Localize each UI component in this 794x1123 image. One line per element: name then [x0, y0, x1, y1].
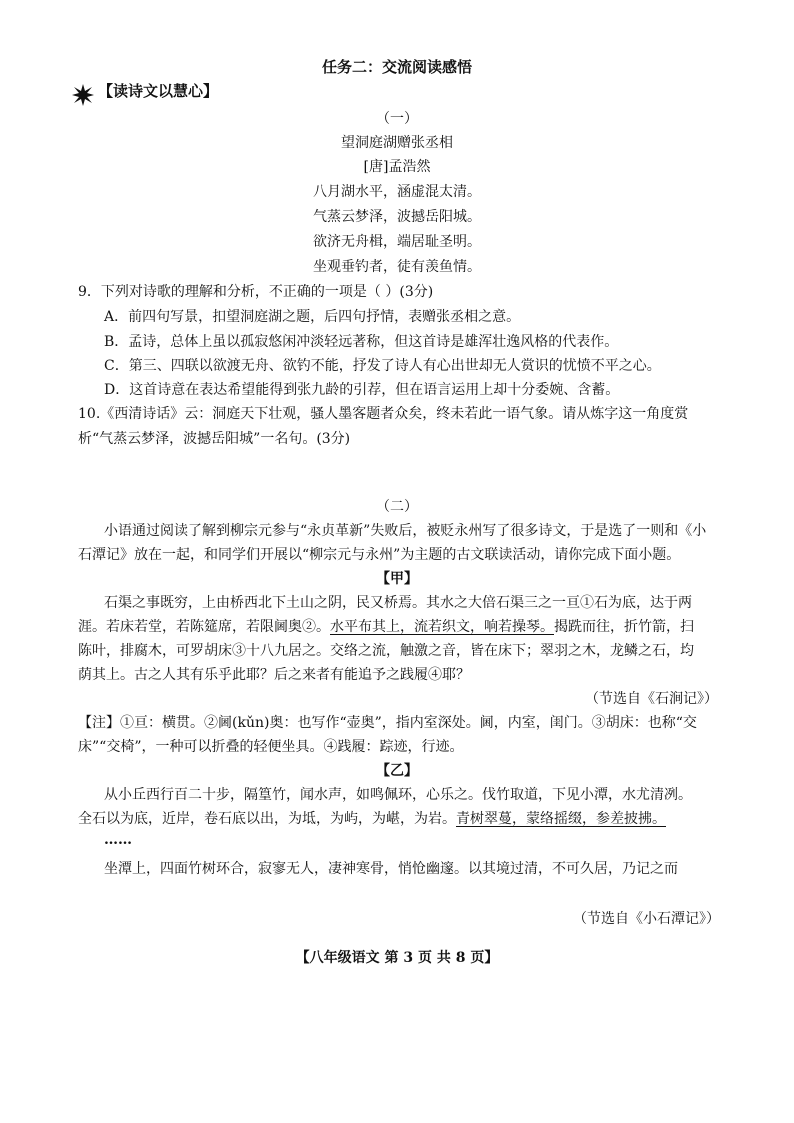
ellipsis: …… — [104, 832, 132, 848]
passage-jia-line — [78, 616, 694, 636]
passage-yi-line: 从小丘西行百二十步，隔篁竹，闻水声，如鸣佩环，心乐之。伐竹取道，下见小潭，水尤清冽。 — [104, 787, 692, 803]
annotation-line: 床”“交椅”，一种可以折叠的轻便坐具。④践履：踪迹，行迹。 — [78, 739, 464, 755]
question-9-option-b: B．孟诗，总体上虽以孤寂悠闲冲淡轻远著称，但这首诗是雄浑壮逸风格的代表作。 — [104, 334, 619, 350]
passage-jia-line: 陈叶，排腐木，可罗胡床③十八九居之。交络之流，触激之音，皆在床下；翠羽之木，龙鳞之石，均 — [78, 643, 694, 659]
question-10-line: 析“气蒸云梦泽，波撼岳阳城”一名句。(3分) — [78, 431, 351, 447]
underlined-sentence: 水平布其上，流若织文，响若操琴。 — [330, 619, 554, 635]
poem-line: 八月湖水平，涵虚混太清。 — [313, 184, 481, 200]
passage-jia-line: 石渠之事既穷，上由桥西北下土山之阴，民又桥焉。其水之大倍石渠三之一亘①石为底，达于两 — [104, 595, 692, 611]
passage-yi-line: 坐潭上，四面竹树环合，寂寥无人，凄神寒骨，悄怆幽邃。以其境过清，不可久居，乃记之而 — [104, 861, 678, 877]
page-footer: 【八年级语文 第 3 页 共 8 页】 — [295, 950, 499, 966]
task-title: 任务二：交流阅读感悟 — [321, 58, 472, 76]
annotation-line: 【注】①亘：横贯。②阃(kǔn)奥：也写作“壶奥”，指内室深处。阃，内室，闺门。③胡床：也称“交 — [78, 715, 697, 731]
part2-intro-line: 小语通过阅读了解到柳宗元参与“永贞革新”失败后，被贬永州写了很多诗文，于是选了一则和《小 — [104, 523, 707, 539]
part2-number: （二） — [376, 499, 418, 515]
passage-yi-text: 全石以为底，近岸，卷石底以出，为坻，为屿，为嵁，为岩。 — [78, 811, 456, 827]
passage-yi-source: （节选自《小石潭记》） — [573, 911, 720, 927]
passage-jia-label: 【甲】 — [376, 571, 418, 587]
question-9-option-d: D．这首诗意在表达希望能得到张九龄的引荐，但在语言运用上却十分委婉、含蓄。 — [104, 382, 620, 398]
passage-yi-label: 【乙】 — [376, 763, 418, 779]
passage-jia-source: （节选自《石涧记》） — [585, 691, 718, 707]
passage-yi-line — [78, 808, 666, 828]
poem-author: [唐]孟浩然 — [363, 159, 431, 175]
part1-number: （一） — [376, 111, 418, 127]
section-tag: 【读诗文以慧心】 — [98, 82, 219, 100]
underlined-sentence: 青树翠蔓，蒙络摇缀，参差披拂。 — [456, 811, 666, 827]
question-10-line: 10.《西清诗话》云：洞庭天下壮观，骚人墨客题者众矣，终未若此一语气象。请从炼字这一角度赏 — [78, 406, 689, 422]
starburst-icon — [72, 84, 94, 106]
poem-title: 望洞庭湖赠张丞相 — [341, 135, 453, 151]
question-9-option-a: A．前四句写景，扣望洞庭湖之题，后四句抒情，表赠张丞相之意。 — [104, 309, 521, 325]
passage-jia-line: 荫其上。古之人其有乐乎此耶？后之来者有能追予之践履④耶？ — [78, 667, 470, 683]
poem-line: 欲济无舟楫，端居耻圣明。 — [313, 234, 481, 250]
poem-line: 气蒸云梦泽，波撼岳阳城。 — [313, 209, 481, 225]
question-9-option-c: C．第三、四联以欲渡无舟、欲钓不能，抒发了诗人有心出世却无人赏识的忧愤不平之心。 — [104, 358, 661, 374]
poem-line: 坐观垂钓者，徒有羡鱼情。 — [313, 259, 481, 275]
question-9-stem: 9．下列对诗歌的理解和分析，不正确的一项是（ ）(3分) — [78, 284, 434, 300]
passage-jia-text: 涯。若床若堂，若陈筵席，若限阃奥②。 — [78, 619, 330, 635]
passage-jia-text: 揭跣而往，折竹箭，扫 — [554, 619, 694, 635]
part2-intro-line: 石潭记》放在一起，和同学们开展以“柳宗元与永州”为主题的古文联读活动，请你完成下面小题。 — [78, 547, 681, 563]
